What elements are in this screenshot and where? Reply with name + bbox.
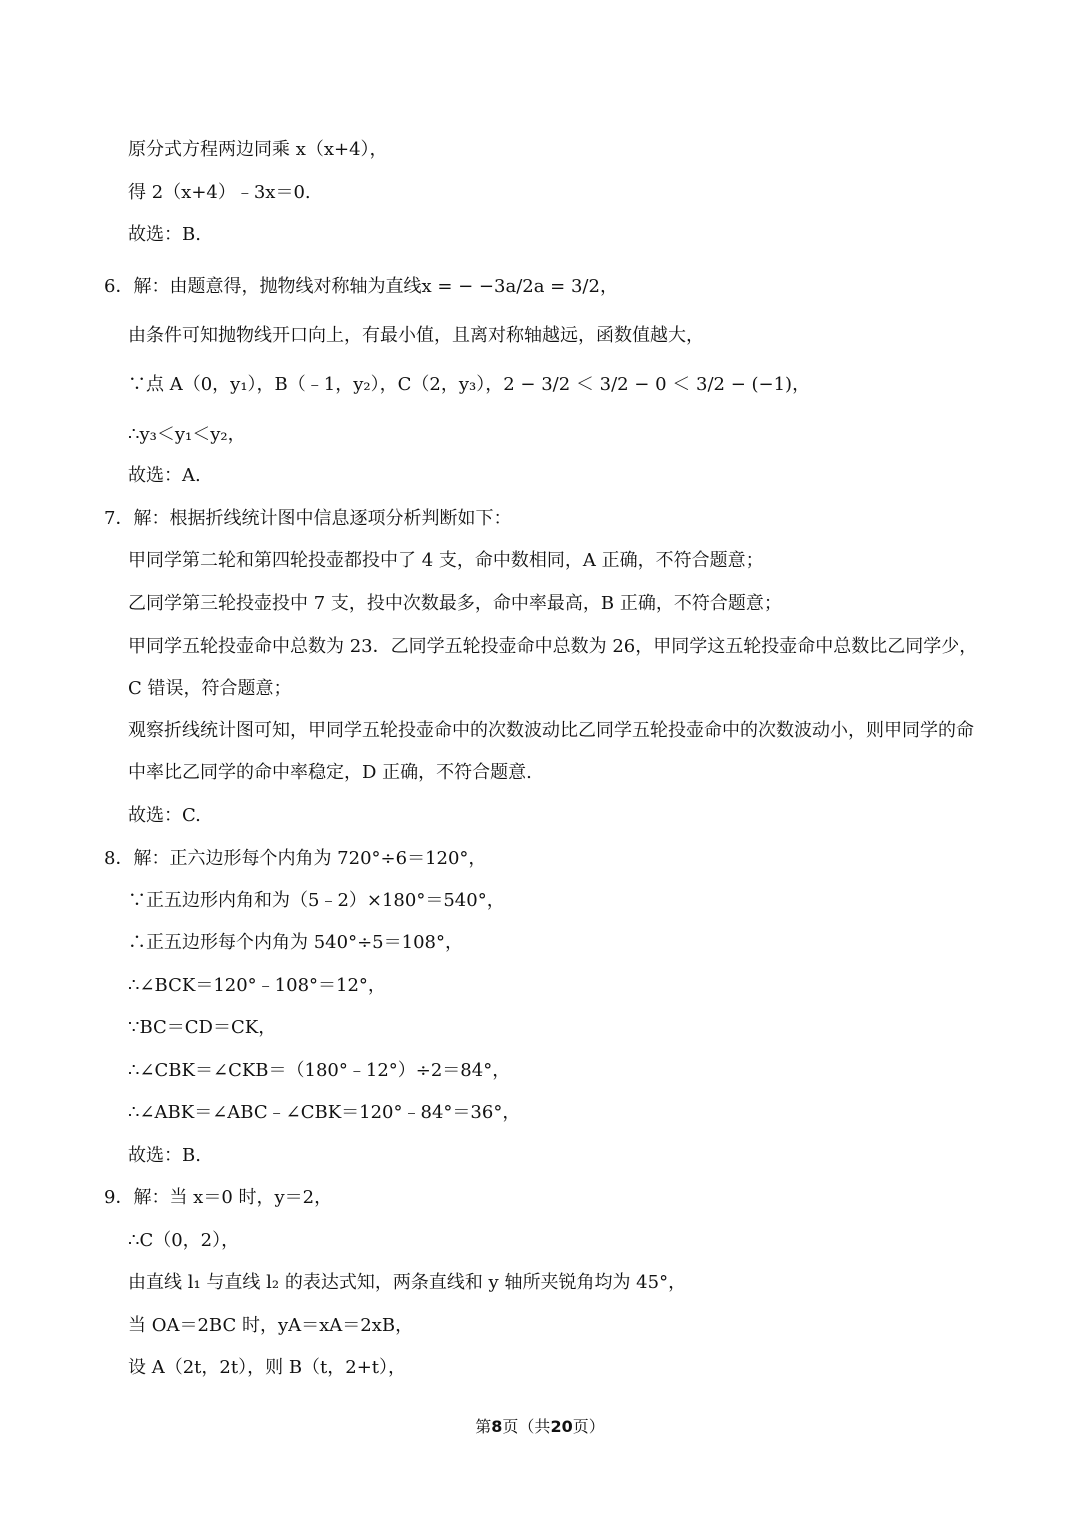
text-line: 乙同学第三轮投壶投中 7 支，投中次数最多，命中率最高，B 正确，不符合题意；	[128, 593, 782, 614]
text-paragraph: 观察折线统计图可知，甲同学五轮投壶命中的次数波动比乙同学五轮投壶命中的次数波动小，则甲同学的命中率比乙同学的命中率稳定，D 正确，不符合题意.	[128, 720, 974, 783]
text-paragraph: 甲同学五轮投壶命中总数为 23．乙同学五轮投壶命中总数为 26，甲同学这五轮投壶命中总数比乙同学少，C 错误，符合题意；	[128, 636, 978, 699]
text-line: 设 A（2t，2t），则 B（t，2+t），	[128, 1357, 407, 1378]
text-line: 甲同学第二轮和第四轮投壶都投中了 4 支，命中数相同，A 正确，不符合题意；	[128, 550, 764, 571]
text-line: ∵BC＝CD＝CK，	[128, 1017, 277, 1038]
text-line: 得 2（x+4）﹣3x＝0.	[128, 182, 311, 203]
question-9: 9．解：当 x＝0 时，y＝2，	[104, 1187, 333, 1208]
question-8: 8．解：正六边形每个内角为 720°÷6＝120°，	[104, 848, 487, 869]
question-7: 7．解：根据折线统计图中信息逐项分析判断如下：	[104, 508, 512, 529]
page-footer	[0, 1414, 1080, 1437]
text-line: 故选：B.	[128, 1145, 201, 1166]
text-line: ∴∠ABK＝∠ABC﹣∠CBK＝120°﹣84°＝36°，	[128, 1102, 521, 1123]
text-line: 故选：B.	[128, 224, 201, 245]
text-line: ∵正五边形内角和为（5﹣2）×180°＝540°，	[128, 890, 505, 911]
text-line: ∴正五边形每个内角为 540°÷5＝108°，	[128, 932, 463, 953]
text-line: ∴C（0，2），	[128, 1230, 240, 1251]
text-line: ∵点 A（0，y₁），B（﹣1，y₂），C（2，y₃），2 − 3/2 ＜ 3/2 − 0 ＜ 3/2 − (−1)，	[128, 374, 811, 395]
question-6: 6．解：由题意得，抛物线对称轴为直线x = − −3a/2a = 3/2，	[104, 276, 618, 297]
text-line: ∴∠CBK＝∠CKB＝（180°﹣12°）÷2＝84°，	[128, 1060, 511, 1081]
text-line: ∴y₃＜y₁＜y₂，	[128, 424, 246, 445]
footer-page-number: 8	[491, 1417, 503, 1436]
text-line: ∴∠BCK＝120°﹣108°＝12°，	[128, 975, 386, 996]
footer-prefix: 第	[475, 1417, 492, 1436]
footer-suffix: 页）	[572, 1417, 605, 1436]
text-line: 故选：A.	[128, 465, 201, 486]
text-line: 当 OA＝2BC 时，yA＝xA＝2xB，	[128, 1315, 414, 1336]
footer-mid: 页（共	[502, 1417, 551, 1436]
text-line: 故选：C.	[128, 805, 201, 826]
text-line: 由条件可知抛物线开口向上，有最小值，且离对称轴越远，函数值越大，	[128, 325, 704, 346]
footer-total-pages: 20	[550, 1417, 573, 1436]
text-line: 由直线 l₁ 与直线 l₂ 的表达式知，两条直线和 y 轴所夹锐角均为 45°，	[128, 1272, 687, 1293]
text-line: 原分式方程两边同乘 x（x+4），	[128, 139, 388, 160]
